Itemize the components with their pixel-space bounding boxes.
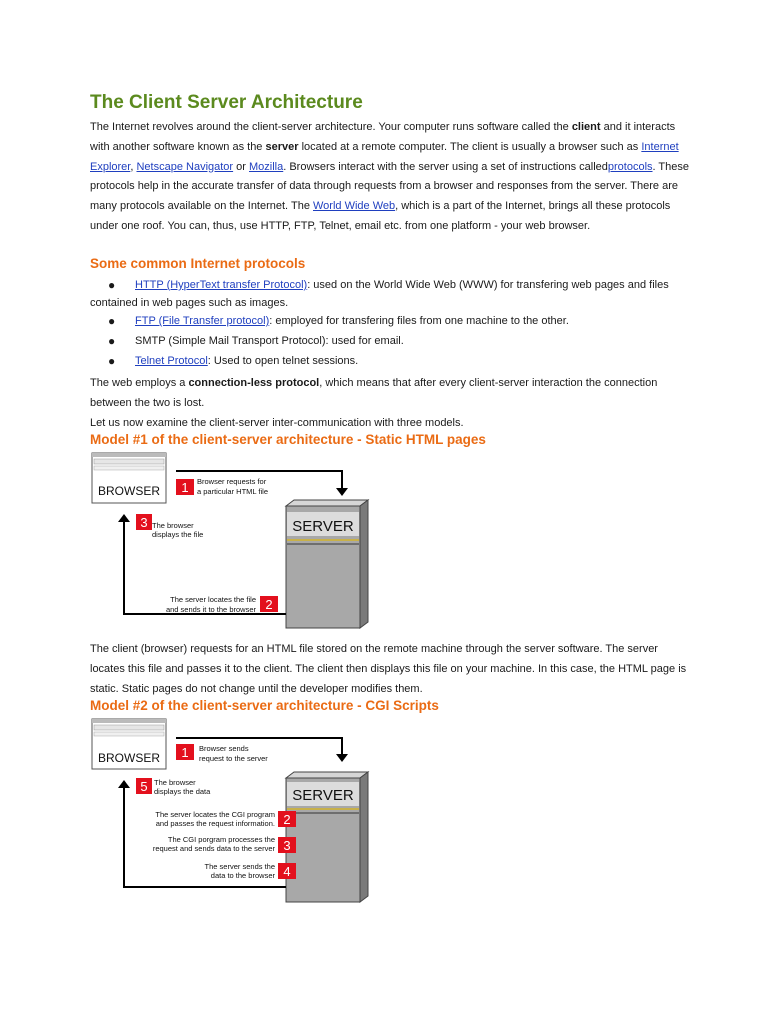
step-badge-2: 2	[265, 597, 273, 612]
step-5-line1: The browser	[154, 778, 196, 787]
step-badge-2: 2	[283, 812, 291, 827]
step-1-line2: a particular HTML file	[197, 487, 268, 496]
server-label: SERVER	[292, 518, 354, 535]
step-2-line1: The server locates the CGI program	[155, 810, 275, 819]
step-badge-3: 3	[283, 838, 291, 853]
browser-window	[92, 453, 166, 503]
step-badge-5: 5	[140, 779, 148, 794]
telnet-link[interactable]: Telnet Protocol	[135, 355, 208, 367]
server-term: server	[265, 140, 299, 153]
ftp-link[interactable]: FTP (File Transfer protocol)	[135, 315, 270, 327]
model2-diagram	[90, 714, 420, 904]
protocol-item-ftp: ● FTP (File Transfer protocol): employed for transfering files from one machine to the other.	[90, 313, 690, 331]
step-2	[166, 595, 278, 614]
step-3-line1: The browser	[152, 521, 194, 530]
client-term: client	[571, 121, 601, 133]
http-link[interactable]: HTTP (HyperText transfer Protocol)	[135, 279, 308, 291]
step-3	[136, 514, 203, 539]
browser-label: BROWSER	[97, 484, 161, 498]
step-3	[153, 835, 296, 853]
step-3-line2: request and sends data to the server	[152, 844, 275, 853]
step-1-line1: Browser requests for	[197, 477, 267, 486]
protocols-link[interactable]: protocols	[607, 160, 653, 173]
mozilla-link[interactable]: Mozilla	[249, 160, 284, 173]
bullet-icon: ●	[108, 354, 116, 368]
step-3-line2: displays the file	[152, 530, 204, 539]
step-5	[136, 778, 211, 796]
step-2	[155, 810, 296, 828]
server-label: SERVER	[292, 787, 354, 804]
step-2-line1: The server locates the file	[170, 595, 256, 604]
server-tower	[286, 772, 368, 902]
protocol-item-telnet: ● Telnet Protocol: Used to open telnet sessions.	[90, 353, 690, 371]
browser-window	[92, 719, 166, 769]
step-1-line1: Browser sends	[199, 744, 249, 753]
model1-diagram	[90, 448, 420, 638]
models-intro: Let us now examine the client-server inter-communication with three models.	[90, 417, 464, 429]
model1-heading: Model #1 of the client-server architecture - Static HTML pages	[90, 432, 486, 447]
step-4-line1: The server sends the	[204, 862, 275, 871]
netscape-navigator-link[interactable]: Netscape Navigator	[136, 160, 234, 173]
step-4	[205, 862, 296, 880]
connectionless-term: connection-less protocol	[188, 377, 320, 389]
step-1-line2: request to the server	[199, 754, 268, 763]
connectionless-paragraph: The web employs a connection-less protocol, which means that after every client-server interaction the connection between the two is lost.	[90, 377, 658, 409]
protocols-heading: Some common Internet protocols	[90, 256, 306, 271]
model2-heading: Model #2 of the client-server architecture - CGI Scripts	[90, 698, 439, 713]
step-badge-3: 3	[140, 515, 148, 530]
bullet-icon: ●	[108, 278, 116, 292]
step-1	[176, 744, 268, 763]
protocol-item-smtp: ● SMTP (Simple Mail Transport Protocol): used for email.	[90, 333, 690, 351]
step-4-line2: data to the browser	[210, 871, 275, 880]
step-5-line2: displays the data	[154, 787, 211, 796]
intro-paragraph: The Internet revolves around the client-server architecture. Your computer runs software called the client and it interacts with another software known as the server located at a remote computer. The client is usually a browser such as Internet Explorer, Netscape Navigator or Mozilla. Browsers interact with the server using a set of instructions calledprotocols. These protocols help in the accurate transfer of data through requests from a browser and responses from the server. There are many protocols available on the Internet. The World Wide Web, which is a part of the Internet, brings all these protocols under one roof. You can, thus, use HTTP, FTP, Telnet, email etc. from one platform - your web browser.	[90, 121, 690, 232]
step-2-line2: and sends it to the browser	[165, 605, 256, 614]
internet-explorer-link[interactable]: Internet Explorer	[90, 140, 679, 173]
page-title: The Client Server Architecture	[90, 92, 363, 113]
step-1	[176, 477, 268, 496]
bullet-icon: ●	[108, 334, 116, 348]
protocol-item-http: ● HTTP (HyperText transfer Protocol): used on the World Wide Web (WWW) for transfering web pages and files contained in web pages such as images.	[90, 278, 669, 309]
model1-description: The client (browser) requests for an HTML file stored on the remote machine through the server software. The server locates this file and passes it to the client. The client then displays this file on your machine. In this case, the HTML page is static. Static pages do not change until the developer modifies them.	[90, 643, 687, 695]
step-badge-1: 1	[181, 745, 189, 760]
step-3-line1: The CGI porgram processes the	[167, 835, 275, 844]
step-2-line2: and passes the request information.	[155, 819, 275, 828]
step-badge-1: 1	[181, 480, 189, 495]
step-badge-4: 4	[283, 864, 291, 879]
server-tower	[286, 500, 368, 628]
browser-label: BROWSER	[97, 751, 161, 765]
bullet-icon: ●	[108, 314, 116, 328]
world-wide-web-link[interactable]: World Wide Web	[313, 200, 396, 213]
